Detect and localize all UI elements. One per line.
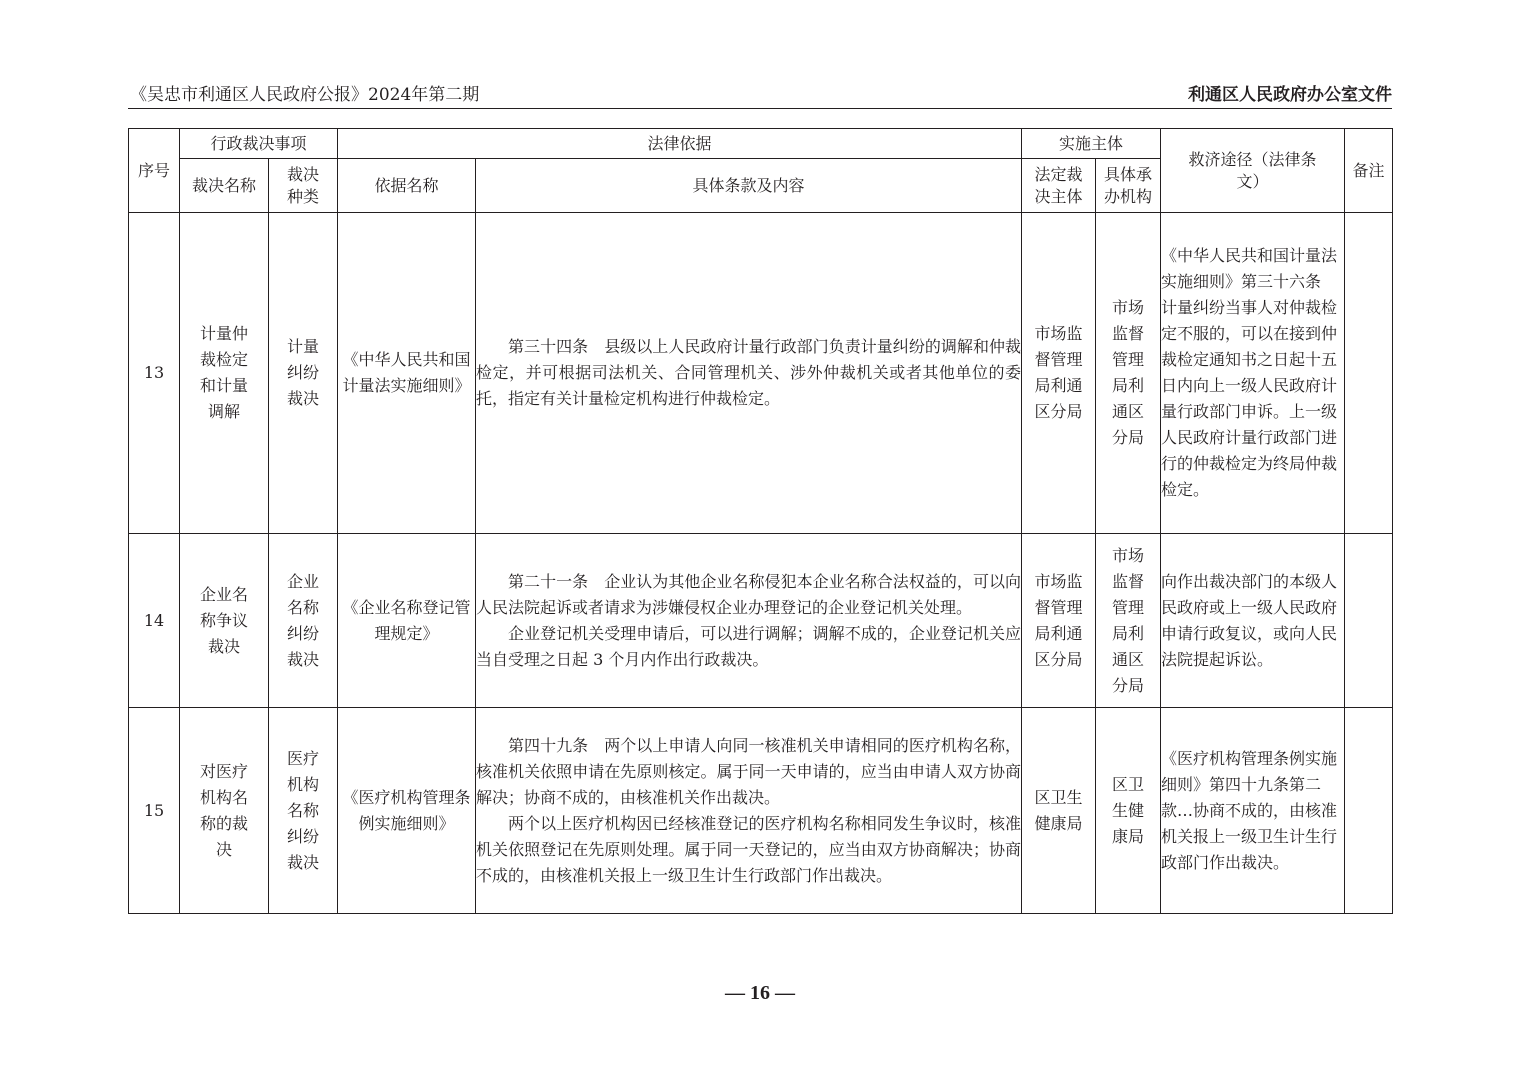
office-document-label: 利通区人民政府办公室文件	[1188, 85, 1392, 105]
row-item-name: 对医疗机构名称的裁决	[180, 708, 269, 914]
table-header-row-1	[129, 129, 1393, 159]
clause-paragraph: 第四十九条 两个以上申请人向同一核准机关申请相同的医疗机构名称，核准机关依照申请在先原则核定。属于同一天申请的，应当由申请人双方协商解决；协商不成的，由核准机关作出裁决。	[476, 735, 1022, 807]
col-group-subject-header: 实施主体	[1022, 129, 1161, 159]
row-agency: 区卫生健康局	[1096, 708, 1161, 914]
row-seq: 13	[129, 213, 180, 534]
row-law-name: 《中华人民共和国计量法实施细则》	[338, 213, 476, 534]
row-item-name: 企业名称争议裁决	[180, 534, 269, 708]
row-law-clause	[476, 213, 1022, 534]
col-group-item-header: 行政裁决事项	[180, 129, 338, 159]
clause-paragraph: 两个以上医疗机构因已经核准登记的医疗机构名称相同发生争议时，核准机关依照登记在先原则处理。属于同一天登记的，应当由双方协商解决；协商不成的，由核准机关报上一级卫生计生行政部门作出裁决。	[476, 813, 1022, 885]
row-remedy: 《医疗机构管理条例实施细则》第四十九条第二款…协商不成的，由核准机关报上一级卫生计生行政部门作出裁决。	[1161, 708, 1345, 914]
header-rule	[128, 108, 1392, 109]
row-agency: 市场监督管理局利通区分局	[1096, 534, 1161, 708]
gazette-title: 《吴忠市利通区人民政府公报》2024年第二期	[130, 85, 480, 105]
row-law-clause	[476, 534, 1022, 708]
clause-paragraph: 企业登记机关受理申请后，可以进行调解；调解不成的，企业登记机关应当自受理之日起 3 个月内作出行政裁决。	[476, 623, 1022, 669]
row-remark	[1345, 708, 1393, 914]
col-item-type-header: 裁决种类	[269, 159, 338, 213]
table-row	[129, 534, 1393, 708]
row-law-name: 《医疗机构管理条例实施细则》	[338, 708, 476, 914]
col-group-law-header: 法律依据	[338, 129, 1022, 159]
clause-paragraph: 第三十四条 县级以上人民政府计量行政部门负责计量纠纷的调解和仲裁检定，并可根据司法机关、合同管理机关、涉外仲裁机关或者其他单位的委托，指定有关计量检定机构进行仲裁检定。	[476, 337, 1022, 408]
row-law-name: 《企业名称登记管理规定》	[338, 534, 476, 708]
col-law-name-header: 依据名称	[338, 159, 476, 213]
row-agency: 市场监督管理局利通区分局	[1096, 213, 1161, 534]
table-row	[129, 213, 1393, 534]
row-item-type: 企业名称纠纷裁决	[269, 534, 338, 708]
col-agency-header: 具体承办机构	[1096, 159, 1161, 213]
col-legal-subject-header: 法定裁决主体	[1022, 159, 1096, 213]
row-seq: 14	[129, 534, 180, 708]
col-seq-header: 序号	[129, 129, 180, 213]
row-item-name: 计量仲裁检定和计量调解	[180, 213, 269, 534]
row-law-clause	[476, 708, 1022, 914]
row-remedy: 向作出裁决部门的本级人民政府或上一级人民政府申请行政复议，或向人民法院提起诉讼。	[1161, 534, 1345, 708]
row-item-type: 计量纠纷裁决	[269, 213, 338, 534]
clause-paragraph: 第二十一条 企业认为其他企业名称侵犯本企业名称合法权益的，可以向人民法院起诉或者请求为涉嫌侵权企业办理登记的企业登记机关处理。	[476, 571, 1022, 617]
row-item-type: 医疗机构名称纠纷裁决	[269, 708, 338, 914]
row-legal-subject: 市场监督管理局利通区分局	[1022, 213, 1096, 534]
row-legal-subject: 区卫生健康局	[1022, 708, 1096, 914]
row-seq: 15	[129, 708, 180, 914]
row-remark	[1345, 213, 1393, 534]
page-number: — 16 —	[725, 982, 795, 1004]
table-row	[129, 708, 1393, 914]
col-item-name-header: 裁决名称	[180, 159, 269, 213]
adjudication-table	[128, 128, 1393, 914]
col-law-clause-header: 具体条款及内容	[476, 159, 1022, 213]
row-remedy: 《中华人民共和国计量法实施细则》第三十六条 计量纠纷当事人对仲裁检定不服的，可以在接到仲裁检定通知书之日起十五日内向上一级人民政府计量行政部门申诉。上一级人民政府计量行政部门进行的仲裁检定为终局仲裁检定。	[1161, 213, 1345, 534]
col-remark-header: 备注	[1345, 129, 1393, 213]
row-legal-subject: 市场监督管理局利通区分局	[1022, 534, 1096, 708]
col-remedy-header: 救济途径（法律条文）	[1161, 129, 1345, 213]
row-remark	[1345, 534, 1393, 708]
